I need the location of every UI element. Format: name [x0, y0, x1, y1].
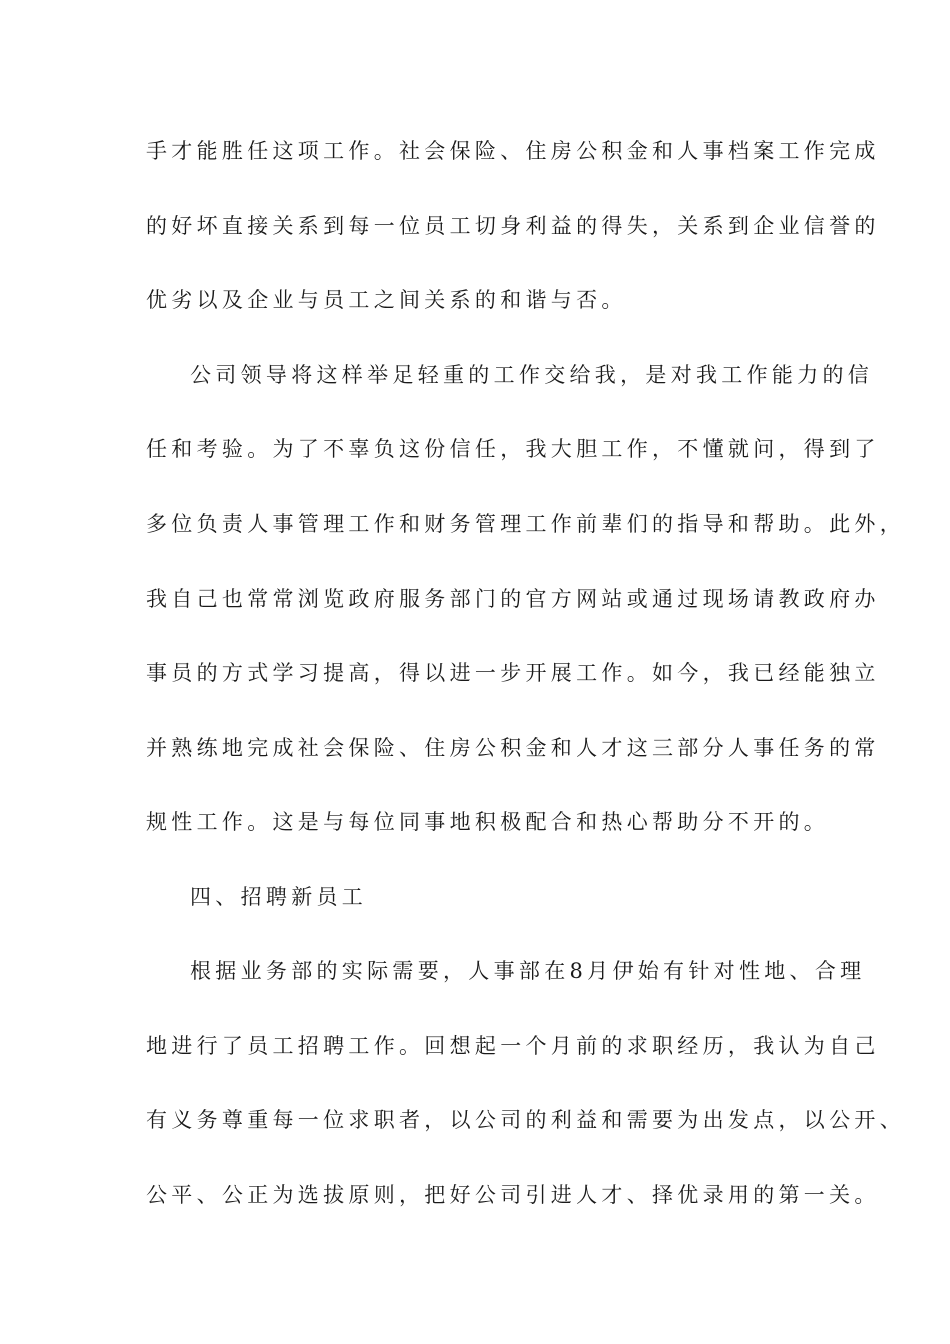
paragraph-line: 手才能胜任这项工作。社会保险、住房公积金和人事档案工作完成	[146, 139, 880, 163]
paragraph-line: 公平、公正为选拔原则，把好公司引进人才、择优录用的第一关。	[146, 1183, 880, 1207]
paragraph-line: 优劣以及企业与员工之间关系的和谐与否。	[146, 288, 627, 312]
paragraph-line: 规性工作。这是与每位同事地积极配合和热心帮助分不开的。	[146, 810, 830, 834]
section-heading: 四、招聘新员工	[190, 885, 368, 909]
paragraph-line: 我自己也常常浏览政府服务部门的官方网站或通过现场请教政府办	[146, 587, 880, 611]
paragraph-line: 事员的方式学习提高，得以进一步开展工作。如今，我已经能独立	[146, 661, 880, 685]
paragraph-line: 并熟练地完成社会保险、住房公积金和人才这三部分人事任务的常	[146, 736, 880, 760]
paragraph-line: 地进行了员工招聘工作。回想起一个月前的求职经历，我认为自己	[146, 1034, 880, 1058]
paragraph-line: 根据业务部的实际需要，人事部在8月伊始有针对性地、合理	[190, 959, 866, 983]
paragraph-line: 有义务尊重每一位求职者，以公司的利益和需要为出发点，以公开、	[146, 1108, 905, 1132]
paragraph-line: 的好坏直接关系到每一位员工切身利益的得失，关系到企业信誉的	[146, 214, 880, 238]
paragraph-line: 多位负责人事管理工作和财务管理工作前辈们的指导和帮助。此外，	[146, 512, 905, 536]
paragraph-line: 公司领导将这样举足轻重的工作交给我，是对我工作能力的信	[190, 363, 874, 387]
paragraph-line: 任和考验。为了不辜负这份信任，我大胆工作，不懂就问，得到了	[146, 437, 880, 461]
